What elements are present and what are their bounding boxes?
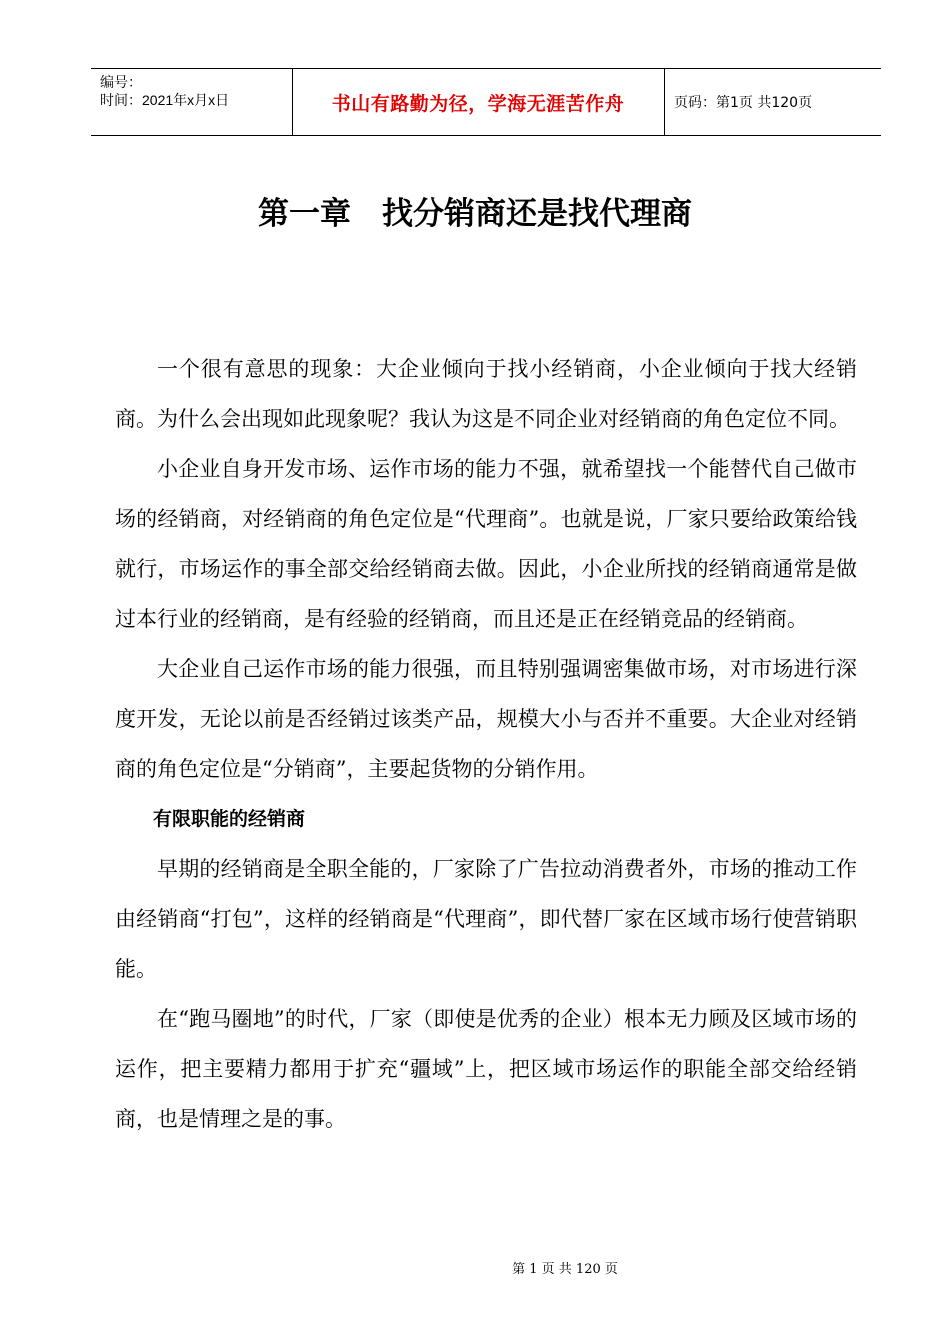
section-heading: 有限职能的经销商	[153, 808, 306, 830]
chapter-title: 第一章 找分销商还是找代理商	[258, 196, 692, 232]
body-paragraph: 大企业自己运作市场的能力很强，而且特别强调密集做市场，对市场进行深度开发，无论以前是否经销过该类产品，规模大小与否并不重要。大企业对经销商的角色定位是“分销商”，主要起货物的分销作用。	[115, 657, 857, 781]
body-paragraph: 在“跑马圈地”的时代，厂家（即使是优秀的企业）根本无力顾及区域市场的运作，把主要精力都用于扩充“疆域”上，把区域市场运作的职能全部交给经销商，也是情理之是的事。	[115, 1007, 857, 1131]
header-page-number: 页码：第1页 共120页	[674, 95, 813, 111]
header-meta	[100, 73, 229, 109]
page-header	[91, 68, 881, 136]
document-time-label: 时间：2021年x月x日	[100, 92, 230, 108]
header-motto: 书山有路勤为径，学海无涯苦作舟	[331, 92, 625, 115]
body-paragraph: 小企业自身开发市场、运作市场的能力不强，就希望找一个能替代自己做市场的经销商，对经销商的角色定位是“代理商”。也就是说，厂家只要给政策给钱就行，市场运作的事全部交给经销商去做。因此，小企业所找的经销商通常是做过本行业的经销商，是有经验的经销商，而且还是正在经销竞品的经销商。	[115, 457, 857, 631]
document-body	[115, 344, 857, 1144]
body-paragraph: 早期的经销商是全职全能的，厂家除了广告拉动消费者外，市场的推动工作由经销商“打包”，这样的经销商是“代理商”，即代替厂家在区域市场行使营销职能。	[115, 857, 857, 981]
document-code-label: 编号：	[100, 74, 142, 90]
header-divider	[664, 69, 665, 135]
page-footer: 第 1 页 共 120 页	[512, 1262, 618, 1277]
body-paragraph: 一个很有意思的现象：大企业倾向于找小经销商，小企业倾向于找大经销商。为什么会出现如此现象呢？我认为这是不同企业对经销商的角色定位不同。	[115, 357, 857, 431]
